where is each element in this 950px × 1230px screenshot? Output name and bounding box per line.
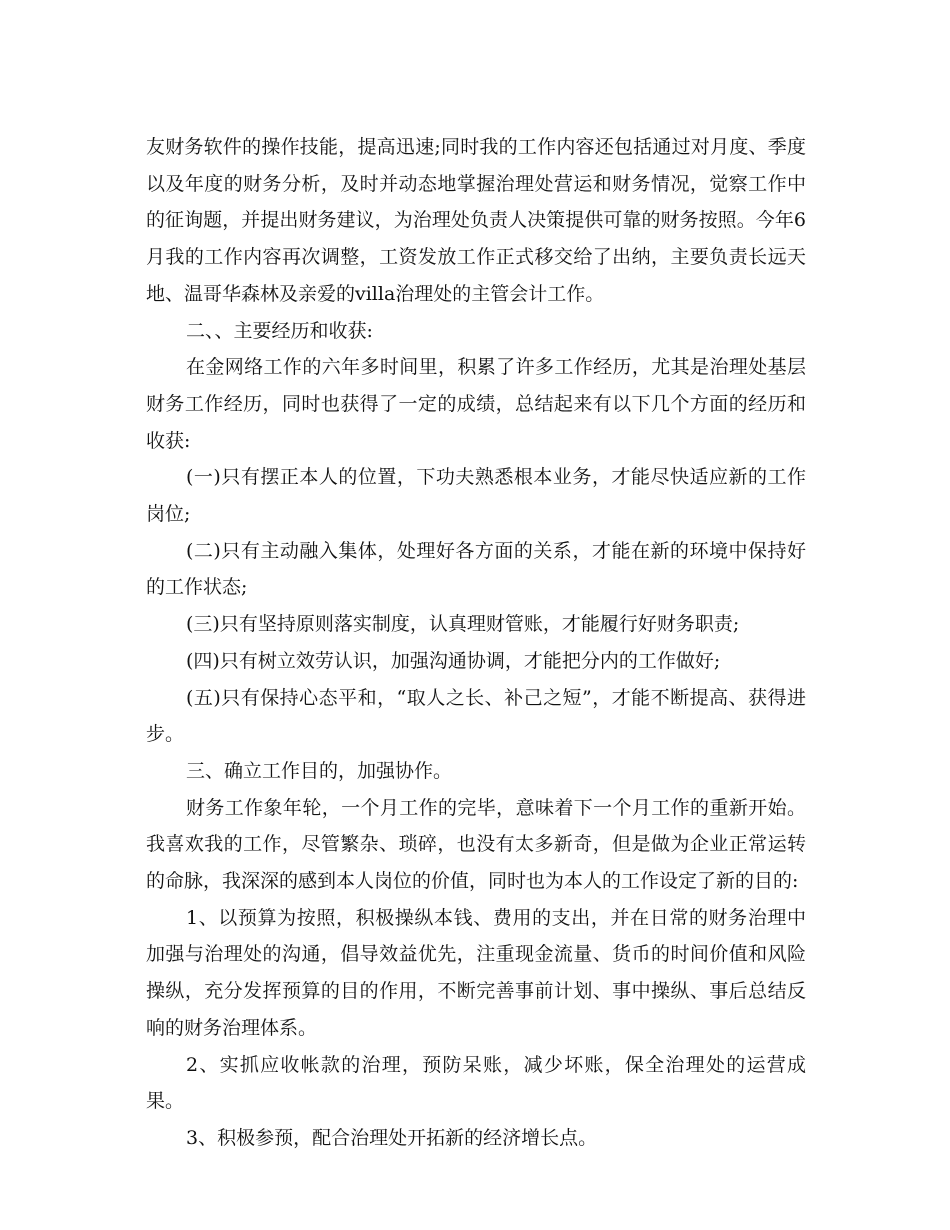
section-heading-goals: 三、确立工作目的，加强协作。 [186, 759, 453, 782]
goal-item-3: 3、积极参预，配合治理处开拓新的经济增长点。 [186, 1126, 598, 1149]
paragraph-goals-intro: 财务工作象年轮，一个月工作的完毕，意味着下一个月工作的重新开始。我喜欢我的工作，尽管繁杂、琐碎，也没有太多新奇，但是做为企业正常运转的命脉，我深深的感到本人岗位的价值，同时也为本人的工作设定了新的目的: [146, 796, 806, 893]
list-item-5: (五)只有保持心态平和，“取人之长、补己之短”，才能不断提高、获得进步。 [146, 686, 806, 746]
section-heading-experience: 二、、主要经历和收获: [186, 319, 373, 342]
goal-item-1: 1、以预算为按照，积极操纵本钱、费用的支出，并在日常的财务治理中加强与治理处的沟通，倡导效益优先，注重现金流量、货币的时间价值和风险操纵，充分发挥预算的目的作用，不断完善事前计划、事中操纵、事后总结反响的财务治理体系。 [146, 906, 806, 1039]
paragraph-experience-summary: 在金网络工作的六年多时间里，积累了许多工作经历，尤其是治理处基层财务工作经历，同时也获得了一定的成绩，总结起来有以下几个方面的经历和收获: [146, 356, 806, 452]
document-body [146, 129, 806, 1157]
list-item-2: (二)只有主动融入集体，处理好各方面的关系，才能在新的环境中保持好的工作状态; [146, 539, 806, 599]
goal-item-2: 2、实抓应收帐款的治理，预防呆账，减少坏账，保全治理处的运营成果。 [146, 1053, 806, 1113]
list-item-4: (四)只有树立效劳认识，加强沟通协调，才能把分内的工作做好; [186, 649, 721, 672]
list-item-3: (三)只有坚持原则落实制度，认真理财管账，才能履行好财务职责; [186, 613, 740, 636]
paragraph-financial-skills: 友财务软件的操作技能，提高迅速;同时我的工作内容还包括通过对月度、季度以及年度的财务分析，及时并动态地掌握治理处营运和财务情况，觉察工作中的征询题，并提出财务建议，为治理处负责人决策提供可靠的财务按照。今年6月我的工作内容再次调整，工资发放工作正式移交给了出纳，主要负责长远天地、温哥华森林及亲爱的villa治理处的主管会计工作。 [146, 136, 806, 305]
list-item-1: (一)只有摆正本人的位置，下功夫熟悉根本业务，才能尽快适应新的工作岗位; [146, 466, 806, 526]
